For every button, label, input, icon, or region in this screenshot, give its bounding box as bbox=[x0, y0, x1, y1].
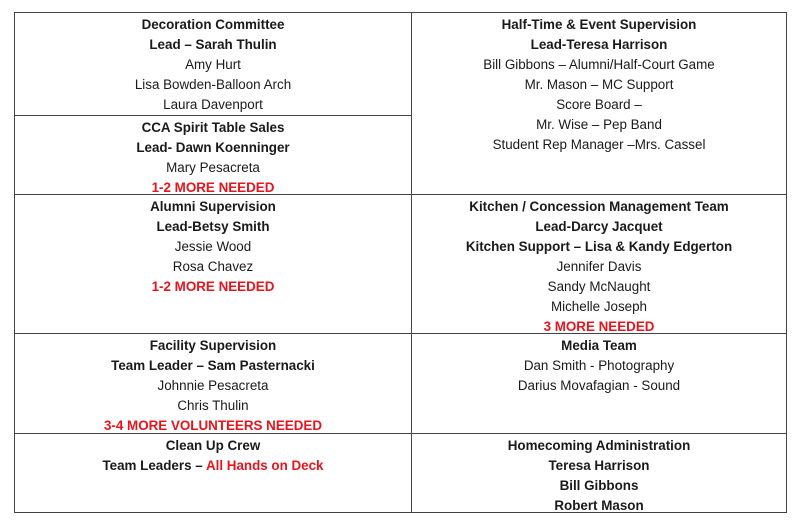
facility-lead: Team Leader – Sam Pasternacki bbox=[111, 358, 315, 373]
cleanup-title: Clean Up Crew bbox=[165, 438, 261, 453]
spirit-member: Mary Pesacreta bbox=[166, 160, 260, 175]
decoration-title: Decoration Committee bbox=[141, 17, 285, 32]
halftime-lead: Lead-Teresa Harrison bbox=[530, 37, 668, 52]
spirit-table-cell bbox=[15, 116, 411, 194]
kitchen-lead: Lead-Darcy Jacquet bbox=[535, 219, 663, 234]
kitchen-support: Kitchen Support – Lisa & Kandy Edgerton bbox=[465, 239, 733, 254]
kitchen-member: Michelle Joseph bbox=[550, 299, 648, 314]
kitchen-member: Sandy McNaught bbox=[547, 279, 651, 294]
facility-member: Johnnie Pesacreta bbox=[157, 378, 269, 393]
halftime-member: Bill Gibbons – Alumni/Half-Court Game bbox=[483, 57, 715, 72]
alumni-supervision-cell bbox=[15, 195, 411, 333]
facility-member: Chris Thulin bbox=[177, 398, 249, 413]
cleanup-crew-cell bbox=[15, 434, 411, 512]
media-title: Media Team bbox=[561, 338, 637, 353]
alumni-member: Rosa Chavez bbox=[172, 259, 254, 274]
alumni-title: Alumni Supervision bbox=[150, 199, 276, 214]
alumni-needed: 1-2 MORE NEEDED bbox=[151, 279, 275, 294]
spirit-lead: Lead- Dawn Koenninger bbox=[136, 140, 290, 155]
homecoming-admin-cell bbox=[412, 434, 786, 512]
facility-supervision-cell bbox=[15, 334, 411, 433]
kitchen-needed: 3 MORE NEEDED bbox=[543, 319, 655, 334]
admin-member: Bill Gibbons bbox=[559, 478, 639, 493]
kitchen-title: Kitchen / Concession Management Team bbox=[469, 199, 729, 214]
halftime-member: Score Board – bbox=[556, 97, 642, 112]
spirit-title: CCA Spirit Table Sales bbox=[141, 120, 285, 135]
media-member: Darius Movafagian - Sound bbox=[517, 378, 681, 393]
media-member: Dan Smith - Photography bbox=[523, 358, 675, 373]
admin-title: Homecoming Administration bbox=[507, 438, 691, 453]
volunteer-assignments-table bbox=[14, 12, 787, 513]
halftime-member: Mr. Mason – MC Support bbox=[524, 77, 674, 92]
facility-needed: 3-4 MORE VOLUNTEERS NEEDED bbox=[103, 418, 322, 433]
decoration-member: Laura Davenport bbox=[163, 97, 263, 112]
alumni-member: Jessie Wood bbox=[174, 239, 252, 254]
admin-member: Robert Mason bbox=[554, 498, 644, 513]
cleanup-lead-value: All Hands on Deck bbox=[205, 458, 324, 473]
decoration-committee-cell bbox=[15, 13, 411, 115]
halftime-title: Half-Time & Event Supervision bbox=[501, 17, 697, 32]
halftime-member: Student Rep Manager –Mrs. Cassel bbox=[492, 137, 706, 152]
admin-member: Teresa Harrison bbox=[548, 458, 650, 473]
facility-title: Facility Supervision bbox=[149, 338, 277, 353]
cleanup-lead-label: Team Leaders – bbox=[102, 458, 206, 473]
decoration-member: Lisa Bowden-Balloon Arch bbox=[134, 77, 292, 92]
media-team-cell bbox=[412, 334, 786, 433]
kitchen-team-cell bbox=[412, 195, 786, 333]
decoration-lead: Lead – Sarah Thulin bbox=[149, 37, 277, 52]
cleanup-lead bbox=[15, 456, 411, 476]
kitchen-member: Jennifer Davis bbox=[556, 259, 642, 274]
decoration-member: Amy Hurt bbox=[185, 57, 241, 72]
alumni-lead: Lead-Betsy Smith bbox=[156, 219, 270, 234]
spirit-needed: 1-2 MORE NEEDED bbox=[151, 180, 275, 195]
halftime-member: Mr. Wise – Pep Band bbox=[536, 117, 662, 132]
halftime-supervision-cell bbox=[412, 13, 786, 194]
